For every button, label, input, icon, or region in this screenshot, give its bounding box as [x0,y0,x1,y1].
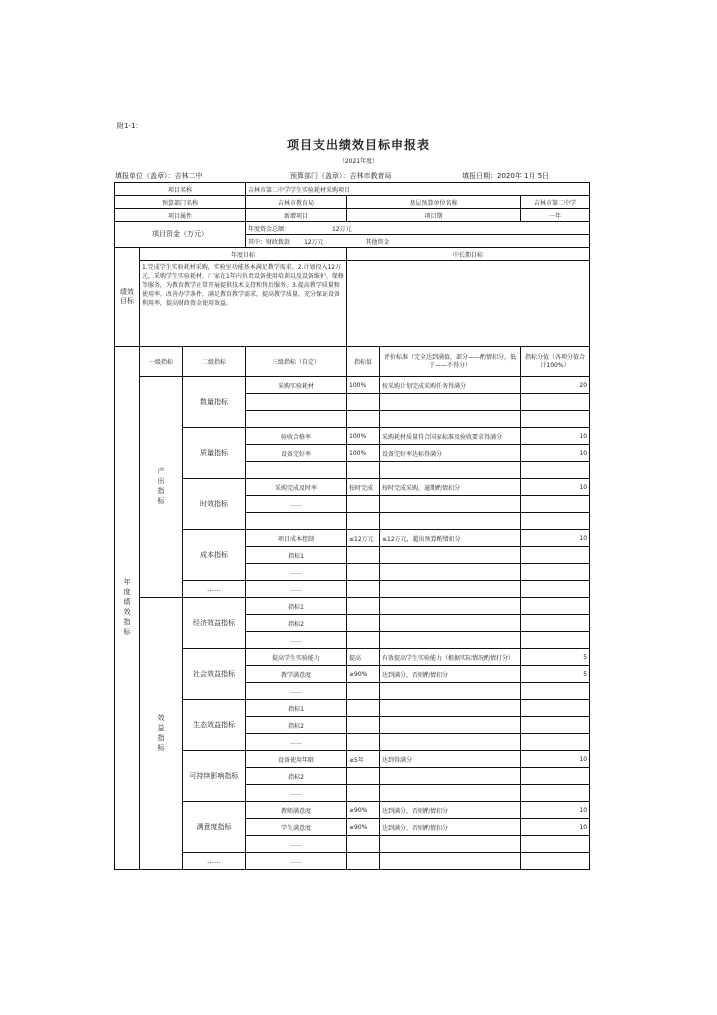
evaluation-criteria [380,836,521,853]
reporting-unit: 填报单位（盖章）：吉林二中 [115,172,203,180]
level3-indicator: …… [246,564,347,581]
level3-indicator: 提高学生实验能力 [246,649,347,666]
project-period-label: 项目期 [347,209,521,222]
evaluation-criteria: ≤12万元，超出预算酌情扣分 [380,530,521,547]
indicator-score [521,581,590,598]
annual-goal-text: 1.完成学生实验耗材采购，实验室功能基本满足教学需求。2.计划投入12万元，采购学生实验耗材，厂家在1年内负责设备使用培训以及设备维护、保修等服务，为教育教学正常开展提供技术支持和售后服务。3.提高教学质量和使用率，改善办学条件，满足教育教学需求，提高教学质量，充分保证设备利用率，提高财政资金使用效益。 [140,261,347,347]
level3-indicator: …… [246,836,347,853]
row-goal-headers [115,248,590,261]
row-dept [115,196,590,209]
level2-indicator: 生态效益指标 [183,700,246,751]
indicator-value: 100% [347,377,380,394]
indicator-row [115,649,590,666]
dept-name-value: 吉林市教育局 [246,196,347,209]
indicator-row [115,479,590,496]
project-attr-value: 新增项目 [246,209,347,222]
indicator-value [347,768,380,785]
indicator-score [521,513,590,530]
level2-indicator: 质量指标 [183,428,246,479]
evaluation-criteria [380,411,521,428]
annual-total [246,222,590,235]
value-header: 指标值 [347,347,380,377]
project-attr-label: 项目属性 [115,209,246,222]
indicator-score: 5 [521,649,590,666]
performance-goal-table [114,182,590,870]
annual-goal-header: 年度目标 [140,248,347,261]
level3-indicator: 指标1 [246,700,347,717]
annual-total-value: 12万元 [331,225,352,233]
level3-indicator [246,462,347,479]
indicator-score: 10 [521,428,590,445]
indicator-score [521,547,590,564]
indicator-value [347,598,380,615]
indicator-score [521,683,590,700]
indicator-value: 100% [347,428,380,445]
indicator-score [521,615,590,632]
report-date: 填报日期：2020年 1月 5日 [462,172,550,180]
midterm-goal-header: 中长期目标 [347,248,590,261]
output-indicators-label: 产出指标 [140,377,183,598]
indicator-score [521,496,590,513]
level3-indicator: 指标1 [246,547,347,564]
indicator-score: 20 [521,377,590,394]
indicator-value [347,581,380,598]
evaluation-criteria [380,513,521,530]
evaluation-criteria: 达到满分，否则酌情扣分 [380,819,521,836]
indicator-value [347,734,380,751]
level3-indicator: 指标1 [246,598,347,615]
indicator-value [347,394,380,411]
indicator-value [347,615,380,632]
level3-indicator: 指标2 [246,768,347,785]
indicator-value [347,717,380,734]
indicator-row [115,700,590,717]
fiscal-label: 其中：财政拨款 [248,238,291,246]
indicator-value [347,513,380,530]
level2-indicator: …… [183,581,246,598]
level3-indicator: 设备使用年限 [246,751,347,768]
indicator-row [115,377,590,394]
weight-header: 指标分值（各项分值合计100%） [521,347,590,377]
level3-indicator: 学生满意度 [246,819,347,836]
level3-indicator [246,513,347,530]
level2-indicator: 可持续影响指标 [183,751,246,802]
level2-header: 二级指标 [183,347,246,377]
level3-indicator: 指标2 [246,717,347,734]
indicator-score [521,734,590,751]
indicator-row [115,530,590,547]
indicator-value [347,547,380,564]
indicator-score: 10 [521,479,590,496]
annex-label: 附1-1： [117,122,143,130]
level2-indicator: 满意度指标 [183,802,246,853]
dept-name-label: 预算部门名称 [115,196,246,209]
level3-indicator: 指标2 [246,615,347,632]
evaluation-criteria [380,853,521,870]
evaluation-criteria [380,734,521,751]
evaluation-criteria [380,632,521,649]
evaluation-criteria [380,700,521,717]
level3-indicator: …… [246,581,347,598]
level3-indicator [246,394,347,411]
indicator-value [347,683,380,700]
indicator-score [521,717,590,734]
evaluation-criteria [380,547,521,564]
level2-indicator: 数量指标 [183,377,246,428]
level2-indicator: 社会效益指标 [183,649,246,700]
evaluation-criteria [380,564,521,581]
level2-indicator: 时效指标 [183,479,246,530]
level3-indicator [246,411,347,428]
evaluation-criteria [380,768,521,785]
indicator-score [521,564,590,581]
level3-indicator: 采购完成及时率 [246,479,347,496]
indicator-score [521,598,590,615]
row-indicator-headers [115,347,590,377]
indicator-score: 10 [521,445,590,462]
indicator-score [521,785,590,802]
indicator-value: 提高 [347,649,380,666]
evaluation-criteria: 按采购计划完成采购任务得满分 [380,377,521,394]
level3-indicator: 设备完好率 [246,445,347,462]
indicator-score [521,853,590,870]
evaluation-criteria [380,581,521,598]
level3-indicator: …… [246,734,347,751]
indicator-value: ≥90% [347,819,380,836]
indicator-value: 按时完成 [347,479,380,496]
indicators-section-label: 年度绩效指标 [115,347,140,870]
indicator-value [347,853,380,870]
project-name-value: 吉林市第二中学学生实验耗材采购项目 [246,183,590,196]
indicator-score: 10 [521,819,590,836]
evaluation-criteria [380,462,521,479]
budget-department: 预算部门（盖章）：吉林市教育局 [290,172,392,180]
indicator-value: ≥90% [347,666,380,683]
evaluation-criteria [380,615,521,632]
level3-indicator: …… [246,785,347,802]
level3-indicator: 验收合格率 [246,428,347,445]
annual-total-label: 年度资金总额： [248,225,291,233]
level3-indicator: …… [246,853,347,870]
level2-indicator: 经济效益指标 [183,598,246,649]
indicator-value: ≥5年 [347,751,380,768]
indicator-row [115,853,590,870]
indicator-value [347,462,380,479]
goals-section-label: 绩效目标 [115,248,140,347]
level3-indicator: 项目成本控制 [246,530,347,547]
indicator-value: ≤12万元 [347,530,380,547]
evaluation-criteria [380,717,521,734]
effect-indicators-label: 效益指标 [140,598,183,870]
level3-indicator: 教学满意度 [246,666,347,683]
level3-header: 三级指标（自定） [246,347,347,377]
indicator-value [347,564,380,581]
indicator-row [115,428,590,445]
evaluation-criteria: 采购耗材质量符合国家标准及验收要求得满分 [380,428,521,445]
indicator-value: ≥90% [347,802,380,819]
level1-header: 一级指标 [140,347,183,377]
indicator-score: 5 [521,666,590,683]
indicator-score: 10 [521,530,590,547]
document-year: （2021年度） [338,158,379,165]
funds-label: 项目资金（万元） [115,222,246,248]
indicator-score [521,411,590,428]
evaluation-criteria: 达到得满分 [380,751,521,768]
evaluation-criteria [380,598,521,615]
indicator-row [115,802,590,819]
project-period-value: 一年 [521,209,590,222]
indicator-score [521,768,590,785]
indicator-score: 10 [521,751,590,768]
indicator-row [115,581,590,598]
level3-indicator: …… [246,683,347,700]
row-project-name [115,183,590,196]
indicator-value [347,496,380,513]
row-goal-text [115,261,590,347]
level3-indicator: …… [246,496,347,513]
indicator-score [521,394,590,411]
fiscal-value: 12万元 [303,238,324,246]
row-funds-total [115,222,590,235]
indicator-value [347,632,380,649]
criteria-header: 评价标准（完全达到满值，部分——酌情扣分，低于——不得分） [380,347,521,377]
indicator-value: 100% [347,445,380,462]
indicator-score [521,462,590,479]
evaluation-criteria: 达到满分，否则酌情扣分 [380,666,521,683]
indicator-value [347,700,380,717]
indicator-value [347,411,380,428]
level3-indicator: 采购实验耗材 [246,377,347,394]
level2-indicator: …… [183,853,246,870]
indicator-row [115,598,590,615]
project-name-label: 项目名称 [115,183,246,196]
indicator-row [115,751,590,768]
level2-indicator: 成本指标 [183,530,246,581]
evaluation-criteria: 按时完成采购，逾期酌情扣分 [380,479,521,496]
evaluation-criteria [380,394,521,411]
indicator-value [347,785,380,802]
document-title: 项目支出绩效目标申报表 [286,138,430,152]
row-attr [115,209,590,222]
indicator-score: 10 [521,802,590,819]
level3-indicator: 教师满意度 [246,802,347,819]
indicator-value [347,836,380,853]
funds-breakdown [246,235,590,248]
unit-name-value: 吉林市第二中学 [521,196,590,209]
evaluation-criteria: 设备完好率达标得满分 [380,445,521,462]
evaluation-criteria: 达到满分，否则酌情扣分 [380,802,521,819]
indicator-score [521,632,590,649]
unit-name-label: 基层预算单位名称 [347,196,521,209]
level3-indicator: …… [246,632,347,649]
other-funds-label: 其他资金 [365,238,390,246]
evaluation-criteria [380,785,521,802]
indicator-score [521,836,590,853]
midterm-goal-text [347,261,590,347]
evaluation-criteria: 有效提高学生实验能力（根据实际情况酌情打分） [380,649,521,666]
indicator-score [521,700,590,717]
evaluation-criteria [380,496,521,513]
evaluation-criteria [380,683,521,700]
